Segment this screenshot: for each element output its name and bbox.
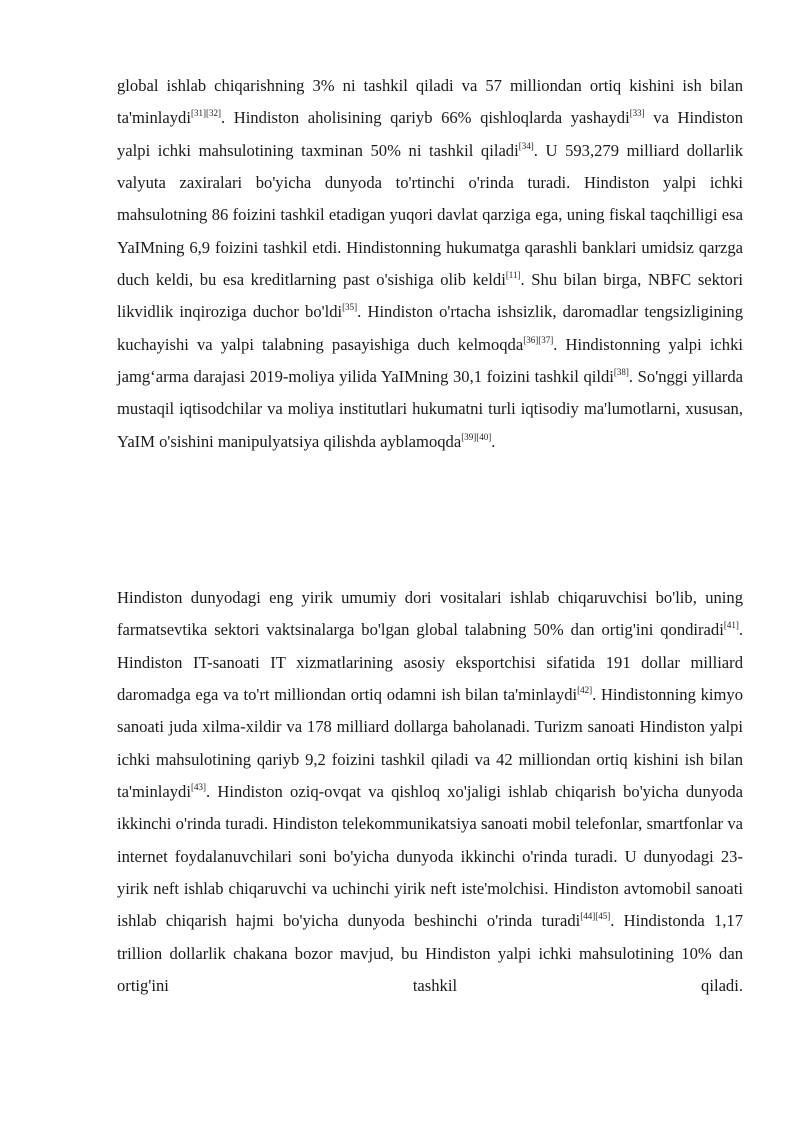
citation-reference[interactable]: [38] — [613, 367, 629, 378]
citation-reference[interactable]: [42] — [577, 685, 593, 696]
paragraph-text: . Hindiston o'rtacha ishsizlik, daromadlar tengsizligining kuchayishi va yalpi talabning pasayishiga duch kelmoqda — [117, 302, 743, 354]
citation-reference[interactable]: [39][40] — [461, 431, 492, 442]
paragraph-text: . Hindiston aholisining qariyb 66% qishloqlarda yashaydi — [220, 108, 630, 128]
paragraph-text: . Hindiston oziq-ovqat va qishloq xo'jaligi ishlab chiqarish bo'yicha dunyoda ikkinchi o'rinda turadi. Hindiston telekommunikatsiya sanoati mobil telefonlar, smartfonlar va internet foydalanuvchilari soni bo'yicha dunyoda ikkinchi o'rinda turadi. U dunyodagi 23- yirik neft ishlab chiqaruvchi va uchinchi yirik neft iste'molchisi. Hindiston avtomobil sanoati ishlab chiqarish hajmi bo'yicha dunyoda beshinchi o'rinda turadi — [117, 782, 743, 931]
citation-reference[interactable]: [35] — [342, 302, 358, 313]
citation-reference[interactable]: [36][37] — [523, 334, 554, 345]
paragraph-text: Hindiston dunyodagi eng yirik umumiy dori vositalari ishlab chiqaruvchisi bo'lib, uning farmatsevtika sektori vaktsinalarga bo'lgan global talabning 50% dan ortig'ini qondiradi — [117, 588, 743, 640]
paragraph-text: va Hindiston yalpi ichki mahsulotining taxminan 50% ni tashkil qiladi — [117, 108, 743, 160]
citation-reference[interactable]: [31][32] — [190, 108, 221, 119]
citation-reference[interactable]: [43] — [190, 782, 206, 793]
paragraph — [117, 70, 743, 458]
paragraph-text: . U 593,279 milliard dollarlik valyuta zaxiralari bo'yicha dunyoda to'rtinchi o'rinda turadi. Hindiston yalpi ichki mahsulotning 86 foizini tashkil etadigan yuqori davlat qarziga ega, uning fiskal taqchilligi esa YaIMning 6,9 foizini tashkil etdi. Hindistonning hukumatga qarashli banklari umidsiz qarzga duch keldi, bu esa kreditlarning past o'sishiga olib keldi — [117, 140, 743, 290]
paragraph-text: . Shu bilan birga, NBFC sektori likvidlik inqiroziga duchor bo'ldi — [117, 270, 743, 322]
paragraph-text: . Hindistonning yalpi ichki jamg‘arma darajasi 2019-moliya yilida YaIMning 30,1 foizini tashkil qildi — [117, 334, 743, 387]
paragraph-text: global ishlab chiqarishning 3% ni tashkil qiladi va 57 milliondan ortiq kishini ish bilan ta'minlaydi — [117, 76, 743, 128]
paragraph-text: . So'nggi yillarda mustaqil iqtisodchilar va moliya institutlari hukumatni turli iqtisodiy ma'lumotlarni, xususan, YaIM o'sishini manipulyatsiya qilishda ayblamoqda — [117, 367, 743, 451]
paragraph-text: . — [491, 431, 496, 451]
citation-reference[interactable]: [44][45] — [580, 911, 611, 922]
paragraph — [117, 582, 743, 1002]
paragraph-text: . Hindiston IT-sanoati IT xizmatlarining asosiy eksportchisi sifatida 191 dollar milliard daromadga ega va to'rt milliondan ortiq odamni ish bilan ta'minlaydi — [117, 620, 743, 705]
paragraph-text: . Hindistonda 1,17 trillion dollarlik chakana bozor mavjud, bu Hindiston yalpi ichki mahsulotining 10% dan ortig'ini tashkil qiladi. — [117, 911, 744, 996]
citation-reference[interactable]: [41] — [723, 620, 739, 631]
citation-reference[interactable]: [11] — [505, 270, 521, 281]
citation-reference[interactable]: [33] — [629, 108, 645, 119]
citation-reference[interactable]: [34] — [518, 140, 534, 151]
paragraph-text: . Hindistonning kimyo sanoati juda xilma-xildir va 178 milliard dollarga baholanadi. Turizm sanoati Hindiston yalpi ichki mahsulotining qariyb 9,2 foizini tashkil qiladi va 42 milliondan ortiq kishini ish bilan ta'minlaydi — [117, 685, 743, 802]
